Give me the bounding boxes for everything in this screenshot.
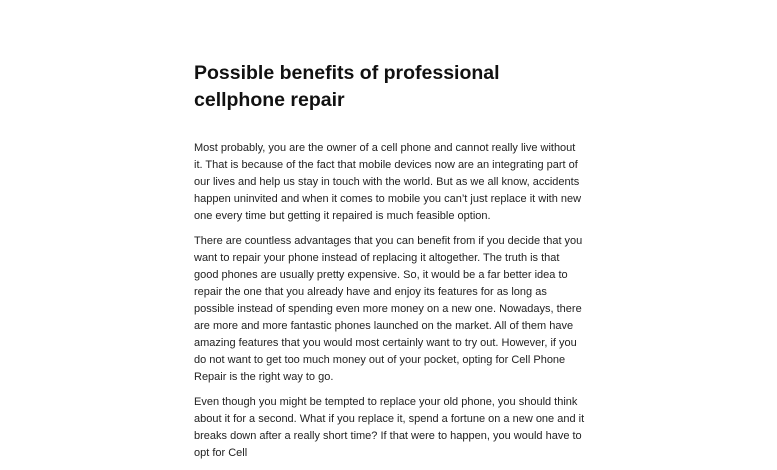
article-paragraph: Most probably, you are the owner of a cell phone and cannot really live without it. That is because of the fact that mobile devices now are an integrating part of our lives and help us stay in touch with the world. But as we all know, accidents happen uninvited and when it comes to mobile you can’t just replace it with new one every time but getting it repaired is much feasible option.	[194, 142, 582, 222]
article-paragraph: There are countless advantages that you can benefit from if you decide that you want to repair your phone instead of replacing it altogether. The truth is that good phones are usually pretty expensive. So, it would be a far better idea to repair the one that you already have and enjoy its features for as long as possible instead of spending even more money on a new one. Nowadays, there are more and more fantastic phones launched on the market. All of them have amazing features that you would most certainly want to try out. However, if you do not want to get too much money out of your pocket, opting for Cell Phone Repair is the right way to go.	[194, 235, 583, 383]
article-body	[194, 140, 586, 462]
article-paragraph: Even though you might be tempted to replace your old phone, you should think about it for a second. What if you replace it, spend a fortune on a new one and it breaks down after a really short time? If that were to happen, you would have to opt for Cell	[194, 396, 585, 459]
article	[194, 60, 586, 470]
article-title: Possible benefits of professional cellphone repair	[194, 62, 500, 111]
